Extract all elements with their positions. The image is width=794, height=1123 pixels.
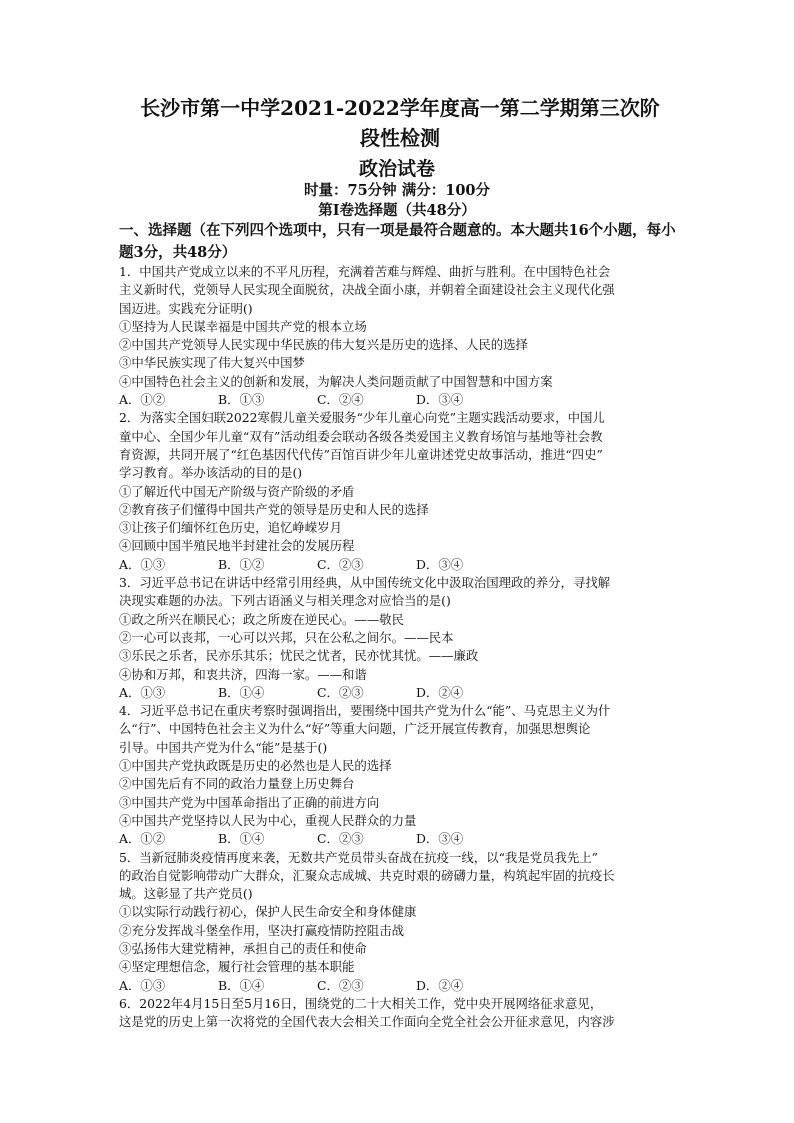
answer-option[interactable]: A．①② — [119, 392, 166, 408]
question-item: ①了解近代中国无产阶级与资产阶级的矛盾 — [119, 483, 355, 499]
question-item: ③中华民族实现了伟大复兴中国梦 — [119, 355, 305, 371]
question-item: ②充分发挥战斗堡垒作用，坚决打赢疫情防控阻击战 — [119, 922, 404, 938]
question-stem-line: 童中心、全国少年儿童“双有”活动组委会联动各级各类爱国主义教育场馆与基地等社会教 — [119, 428, 603, 444]
answer-option[interactable]: D．②④ — [416, 977, 464, 993]
exam-title-line2: 段性检测 — [360, 126, 440, 150]
answer-options — [119, 977, 689, 995]
answer-option[interactable]: B．①④ — [218, 831, 265, 847]
question-item: ④坚定理想信念，履行社会管理的基本职能 — [119, 959, 355, 975]
answer-option[interactable]: B．①② — [218, 556, 265, 572]
exam-title-line1: 长沙市第一中学2021-2022学年度高一第二学期第三次阶 — [140, 96, 660, 120]
question-item: ②一心可以丧邦，一心可以兴邦，只在公私之间尔。——民本 — [119, 629, 454, 645]
question-stem-line: 3．习近平总书记在讲话中经常引用经典，从中国传统文化中汲取治国理政的养分，寻找解 — [119, 575, 611, 591]
exam-subtitle: 政治试卷 — [358, 158, 435, 180]
question-5 — [119, 849, 689, 995]
section-heading: 一、选择题（在下列四个选项中，只有一项是最符合题意的。本大题共16个小题，每小题3分，共48分） — [119, 222, 676, 261]
question-item: ②中国先后有不同的政治力量登上历史舞台 — [119, 776, 355, 792]
answer-option[interactable]: B．①④ — [218, 684, 265, 700]
question-item: ②中国共产党领导人民实现中华民族的伟大复兴是历史的选择、人民的选择 — [119, 337, 528, 353]
question-stem-line: 2．为落实全国妇联2022寒假儿童关爱服务“少年儿童心向党”主题实践活动要求，中国儿 — [119, 410, 605, 426]
answer-option[interactable]: A．①② — [119, 831, 166, 847]
question-item: ④协和万邦，和衷共济，四海一家。——和谐 — [119, 666, 367, 682]
question-stem-line: 6．2022年4月15日至5月16日，围绕党的二十大相关工作，党中央开展网络征求意见， — [119, 995, 603, 1011]
question-2 — [119, 409, 689, 574]
answer-option[interactable]: D．③④ — [416, 392, 464, 408]
question-item: ③让孩子们缅怀红色历史，追忆峥嵘岁月 — [119, 520, 343, 536]
question-item: ④回顾中国半殖民地半封建社会的发展历程 — [119, 538, 355, 554]
question-stem-line: 的政治自觉影响带动广大群众，汇聚众志成城、共克时艰的磅礴力量，构筑起牢固的抗疫长 — [119, 867, 615, 883]
question-item: ③中国共产党为中国革命指出了正确的前进方向 — [119, 794, 380, 810]
question-stem-line: 城。这彰显了共产党员() — [119, 886, 253, 902]
part-heading: 第Ⅰ卷选择题（共48分） — [318, 202, 476, 219]
answer-option[interactable]: D．③④ — [416, 831, 464, 847]
question-stem-line: 决现实难题的办法。下列古语涵义与相关理念对应恰当的是() — [119, 593, 451, 609]
answer-option[interactable]: B．①③ — [218, 392, 265, 408]
question-item: ②教育孩子们懂得中国共产党的领导是历史和人民的选择 — [119, 501, 429, 517]
question-item: ①以实际行动践行初心，保护人民生命安全和身体健康 — [119, 904, 417, 920]
answer-option[interactable]: C．②③ — [317, 684, 364, 700]
question-stem-line: 5．当新冠肺炎疫情再度来袭，无数共产党员带头奋战在抗疫一线，以“我是党员我先上” — [119, 849, 599, 865]
question-stem-line: 主义新时代，党领导人民实现全面脱贫，决战全面小康，并朝着全面建设社会主义现代化强 — [119, 282, 615, 298]
answer-options — [119, 684, 689, 702]
answer-option[interactable]: C．②③ — [317, 556, 364, 572]
answer-option[interactable]: A．①③ — [119, 977, 166, 993]
answer-option[interactable]: A．①③ — [119, 684, 166, 700]
question-1 — [119, 263, 689, 409]
question-stem-line: 1．中国共产党成立以来的不平凡历程，充满着苦难与辉煌、曲折与胜利。在中国特色社会 — [119, 264, 611, 279]
question-stem-line: 学习教育。举办该活动的目的是() — [119, 465, 303, 481]
answer-option[interactable]: D．②④ — [416, 684, 464, 700]
question-3 — [119, 574, 689, 702]
question-stem-line: 引导。中国共产党为什么“能”是基于() — [119, 739, 328, 755]
question-item: ①政之所兴在顺民心；政之所废在逆民心。——敬民 — [119, 611, 404, 627]
answer-option[interactable]: C．②③ — [317, 977, 364, 993]
question-stem-line: 么“行”、中国特色社会主义为什么“好”等重大问题，广泛开展宣传教育，加强思想舆论 — [119, 721, 591, 737]
question-item: ④中国共产党坚持以人民为中心，重视人民群众的力量 — [119, 812, 417, 828]
question-stem-line: 育资源，共同开展了“红色基因代代传”百馆百讲少年儿童讲述党史故事活动，推进“四史” — [119, 446, 603, 462]
question-item: ①坚持为人民谋幸福是中国共产党的根本立场 — [119, 318, 367, 334]
question-stem-line: 国迈进。实践充分证明() — [119, 300, 253, 316]
answer-option[interactable]: B．①④ — [218, 977, 265, 993]
question-stem-line: 4．习近平总书记在重庆考察时强调指出，要围绕中国共产党为什么“能”、马克思主义为什 — [119, 703, 611, 719]
question-item: ①中国共产党执政既是历史的必然也是人民的选择 — [119, 758, 392, 774]
question-item: ④中国特色社会主义的创新和发展，为解决人类问题贡献了中国智慧和中国方案 — [119, 373, 553, 389]
question-item: ③乐民之乐者，民亦乐其乐；忧民之忧者，民亦忧其忧。——廉政 — [119, 648, 479, 664]
answer-option[interactable]: C．②③ — [317, 831, 364, 847]
answer-option[interactable]: A．①③ — [119, 556, 166, 572]
answer-option[interactable]: C．②④ — [317, 392, 364, 408]
answer-options — [119, 830, 689, 848]
question-list — [119, 263, 689, 1031]
answer-options — [119, 556, 689, 574]
answer-option[interactable]: D．③④ — [416, 556, 464, 572]
question-stem-line: 这是党的历史上第一次将党的全国代表大会相关工作面向全党全社会公开征求意见，内容涉 — [119, 1014, 615, 1030]
question-item: ③弘扬伟大建党精神，承担自己的责任和使命 — [119, 940, 367, 956]
exam-meta: 时量：75分钟 满分：100分 — [304, 182, 490, 199]
answer-options — [119, 391, 689, 409]
question-6 — [119, 995, 689, 1032]
question-4 — [119, 702, 689, 848]
